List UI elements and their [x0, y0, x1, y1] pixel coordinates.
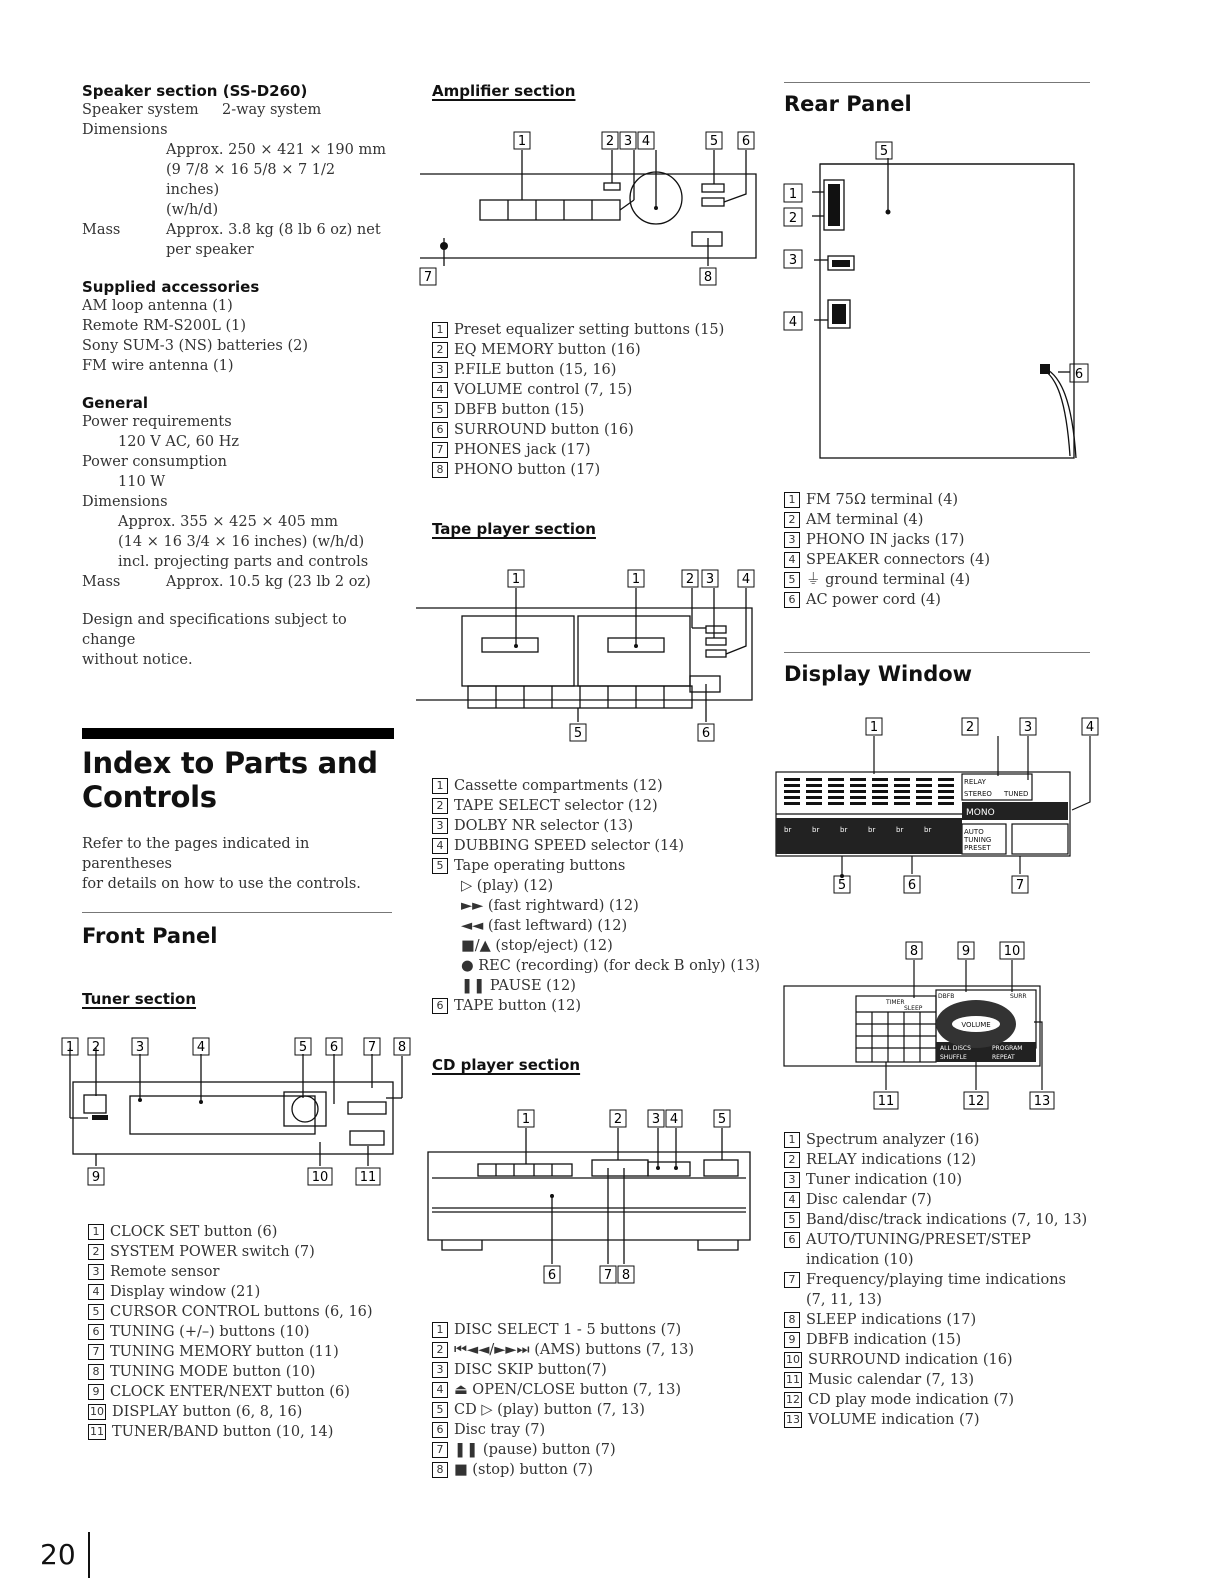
svg-text:br: br: [784, 826, 792, 834]
display-window-heading: Display Window: [784, 662, 973, 686]
amplifier-heading: Amplifier section: [432, 82, 576, 100]
svg-text:2: 2: [788, 211, 798, 226]
svg-text:TIMER: TIMER: [886, 999, 905, 1006]
svg-text:6: 6: [1074, 367, 1084, 382]
svg-text:3: 3: [705, 572, 715, 587]
cd-diagram: [422, 1106, 762, 1296]
tape-list: [432, 776, 782, 1016]
svg-text:5: 5: [837, 878, 847, 893]
list-item: 8 TUNING MODE button (10): [88, 1362, 398, 1382]
svg-text:10: 10: [1003, 944, 1021, 959]
svg-text:1: 1: [521, 1112, 531, 1127]
svg-text:REPEAT: REPEAT: [992, 1054, 1015, 1061]
specs-column: [82, 82, 392, 670]
svg-text:1: 1: [869, 720, 879, 735]
svg-text:2: 2: [965, 720, 975, 735]
svg-text:br: br: [924, 826, 932, 834]
svg-text:br: br: [896, 826, 904, 834]
cd-heading: CD player section: [432, 1056, 581, 1074]
display-window-list: [784, 1130, 1094, 1430]
rear-panel-list: [784, 490, 1094, 610]
tape-heading: Tape player section: [432, 520, 596, 538]
svg-text:TUNING: TUNING: [964, 836, 992, 844]
list-item: 6 TAPE button (12): [432, 996, 782, 1016]
list-subitem: ● REC (recording) (for deck B only) (13): [461, 958, 761, 974]
svg-text:6: 6: [741, 134, 751, 149]
list-item: 5 Band/disc/track indications (7, 10, 13): [784, 1210, 1094, 1230]
list-subitem: ■/▲ (stop/eject) (12): [461, 938, 613, 954]
svg-text:6: 6: [547, 1268, 557, 1283]
display-diagram-bottom: [780, 938, 1090, 1118]
general-specs: Power requirements 120 V AC, 60 Hz Power consumption 110 W Dimensions Approx. 355 × 425 × 405 mm (14 × 16 3/4 × 16 inches) (w/h/d) incl. projecting parts and controls Mass Approx. 10.5 kg (23 lb 2 oz): [82, 414, 371, 590]
list-item: 11 TUNER/BAND button (10, 14): [90, 1424, 334, 1440]
svg-text:4: 4: [1085, 720, 1095, 735]
list-item: 4 DUBBING SPEED selector (14): [432, 836, 782, 856]
svg-text:5: 5: [298, 1040, 308, 1055]
svg-text:7: 7: [423, 270, 433, 285]
list-subitem: ▷ (play) (12): [461, 878, 554, 894]
amplifier-list: [432, 320, 772, 480]
list-item: 6 AUTO/TUNING/PRESET/STEP: [784, 1230, 1094, 1250]
svg-text:2: 2: [605, 134, 615, 149]
svg-text:DBFB: DBFB: [938, 993, 955, 1000]
list-item: 8 PHONO button (17): [432, 460, 772, 480]
svg-text:8: 8: [909, 944, 919, 959]
svg-text:7: 7: [367, 1040, 377, 1055]
list-item: 2 SYSTEM POWER switch (7): [88, 1242, 398, 1262]
list-item: 3 DOLBY NR selector (13): [432, 816, 782, 836]
svg-text:4: 4: [669, 1112, 679, 1127]
list-item: 4 SPEAKER connectors (4): [784, 550, 1094, 570]
list-subitem: ►► (fast rightward) (12): [461, 898, 639, 914]
list-item: 9 CLOCK ENTER/NEXT button (6): [88, 1382, 398, 1402]
svg-text:4: 4: [788, 315, 798, 330]
accessories-list: AM loop antenna (1) Remote RM-S200L (1) Sony SUM-3 (NS) batteries (2) FM wire antenna (1): [82, 298, 308, 374]
page-number: 20: [40, 1538, 76, 1571]
amplifier-diagram: [416, 128, 768, 296]
list-subitem: ◄◄ (fast leftward) (12): [461, 918, 628, 934]
rear-panel-diagram: [780, 136, 1110, 466]
tuner-list: [88, 1222, 398, 1442]
svg-text:1: 1: [65, 1040, 75, 1055]
list-item: 3 PHONO IN jacks (17): [784, 530, 1094, 550]
svg-text:5: 5: [717, 1112, 727, 1127]
svg-text:6: 6: [329, 1040, 339, 1055]
list-item: 3 Remote sensor: [88, 1262, 398, 1282]
svg-text:1: 1: [517, 134, 527, 149]
list-item: 7 TUNING MEMORY button (11): [88, 1342, 398, 1362]
list-item: 4 Display window (21): [88, 1282, 398, 1302]
svg-text:1: 1: [511, 572, 521, 587]
list-item: 9 DBFB indication (15): [784, 1330, 1094, 1350]
svg-text:5: 5: [709, 134, 719, 149]
svg-text:11: 11: [359, 1170, 377, 1185]
divider: [784, 652, 1090, 653]
list-item: 1 DISC SELECT 1 - 5 buttons (7): [432, 1320, 772, 1340]
svg-text:SHUFFLE: SHUFFLE: [940, 1054, 967, 1061]
svg-text:4: 4: [741, 572, 751, 587]
list-item: 3 P.FILE button (15, 16): [432, 360, 772, 380]
list-item: 5 DBFB button (15): [432, 400, 772, 420]
svg-text:9: 9: [961, 944, 971, 959]
list-subitem: ❚❚ PAUSE (12): [461, 978, 576, 994]
svg-text:MONO: MONO: [966, 808, 995, 818]
list-item: 1 FM 75Ω terminal (4): [784, 490, 1094, 510]
svg-text:1: 1: [788, 187, 798, 202]
svg-text:3: 3: [135, 1040, 145, 1055]
speaker-heading: Speaker section (SS-D260): [82, 82, 308, 100]
index-title: Index to Parts and Controls: [82, 746, 378, 814]
list-item: 2 RELAY indications (12): [784, 1150, 1094, 1170]
list-item: 7 PHONES jack (17): [432, 440, 772, 460]
list-item: 4 ⏏ OPEN/CLOSE button (7, 13): [432, 1380, 772, 1400]
list-item: 3 DISC SKIP button(7): [432, 1360, 772, 1380]
list-item: 1 CLOCK SET button (6): [88, 1222, 398, 1242]
list-item: 2 TAPE SELECT selector (12): [432, 796, 782, 816]
svg-text:ALL DISCS: ALL DISCS: [940, 1045, 971, 1052]
list-item: 1 Cassette compartments (12): [432, 776, 782, 796]
list-item: 5 CURSOR CONTROL buttons (6, 16): [88, 1302, 398, 1322]
svg-text:1: 1: [631, 572, 641, 587]
list-item: 6 SURROUND button (16): [432, 420, 772, 440]
list-item: 6 AC power cord (4): [784, 590, 1094, 610]
display-diagram-top: [772, 714, 1108, 910]
svg-text:11: 11: [877, 1094, 895, 1109]
svg-text:PROGRAM: PROGRAM: [992, 1045, 1023, 1052]
svg-text:12: 12: [967, 1094, 985, 1109]
list-item: 10 SURROUND indication (16): [786, 1352, 1013, 1368]
list-item-cont: (7, 11, 13): [806, 1292, 882, 1308]
list-item: 3 Tuner indication (10): [784, 1170, 1094, 1190]
rear-panel-heading: Rear Panel: [784, 92, 912, 116]
svg-text:5: 5: [879, 144, 889, 159]
svg-text:3: 3: [651, 1112, 661, 1127]
svg-text:RELAY: RELAY: [964, 778, 986, 786]
svg-text:VOLUME: VOLUME: [961, 1021, 991, 1029]
list-item: 13 VOLUME indication (7): [786, 1412, 980, 1428]
svg-text:SLEEP: SLEEP: [904, 1005, 923, 1012]
divider: [784, 82, 1090, 83]
cd-list: [432, 1320, 772, 1480]
svg-text:TUNED: TUNED: [1004, 790, 1029, 798]
svg-text:br: br: [868, 826, 876, 834]
svg-text:4: 4: [641, 134, 651, 149]
divider: [82, 912, 392, 913]
svg-text:7: 7: [603, 1268, 613, 1283]
svg-text:8: 8: [703, 270, 713, 285]
list-item: 8 SLEEP indications (17): [784, 1310, 1094, 1330]
list-item: 1 Preset equalizer setting buttons (15): [432, 320, 772, 340]
svg-text:SURR: SURR: [1010, 993, 1027, 1000]
accessories-heading: Supplied accessories: [82, 278, 260, 296]
speaker-specs: Speaker system 2-way system Dimensions Approx. 250 × 421 × 190 mm (9 7/8 × 16 5/8 × 7 1/2 inches) (w/h/d) Mass Approx. 3.8 kg (8 lb 6 oz) net per speaker: [82, 102, 386, 258]
svg-text:13: 13: [1033, 1094, 1051, 1109]
svg-text:8: 8: [621, 1268, 631, 1283]
svg-text:7: 7: [1015, 878, 1025, 893]
title-bar: [82, 728, 394, 739]
svg-text:br: br: [812, 826, 820, 834]
list-item: 6 Disc tray (7): [432, 1420, 772, 1440]
list-item: 6 TUNING (+/–) buttons (10): [88, 1322, 398, 1342]
svg-text:6: 6: [701, 726, 711, 741]
svg-text:6: 6: [907, 878, 917, 893]
svg-text:2: 2: [685, 572, 695, 587]
list-item: 11 Music calendar (7, 13): [786, 1372, 974, 1388]
svg-text:8: 8: [397, 1040, 407, 1055]
list-item: 5 CD ▷ (play) button (7, 13): [432, 1400, 772, 1420]
svg-text:4: 4: [196, 1040, 206, 1055]
list-item: 10 DISPLAY button (6, 8, 16): [90, 1404, 303, 1420]
list-item: 4 VOLUME control (7, 15): [432, 380, 772, 400]
list-item: 8 ■ (stop) button (7): [432, 1460, 772, 1480]
svg-text:STEREO: STEREO: [964, 790, 992, 798]
list-item: 4 Disc calendar (7): [784, 1190, 1094, 1210]
list-item: 2 AM terminal (4): [784, 510, 1094, 530]
tuner-diagram: [58, 1036, 414, 1192]
svg-text:9: 9: [91, 1170, 101, 1185]
list-item: 2 ⏮◄◄/►►⏭ (AMS) buttons (7, 13): [432, 1340, 772, 1360]
page-number-rule: [88, 1532, 90, 1578]
svg-text:PRESET: PRESET: [964, 844, 991, 852]
svg-text:AUTO: AUTO: [964, 828, 984, 836]
list-item: 5 ⏚ ground terminal (4): [784, 570, 1094, 590]
svg-text:3: 3: [623, 134, 633, 149]
svg-text:2: 2: [91, 1040, 101, 1055]
svg-text:2: 2: [613, 1112, 623, 1127]
list-item: 1 Spectrum analyzer (16): [784, 1130, 1094, 1150]
tuner-section-heading: Tuner section: [82, 990, 197, 1008]
list-item: 7 Frequency/playing time indications: [784, 1270, 1094, 1290]
list-item-cont: indication (10): [806, 1252, 914, 1268]
svg-text:3: 3: [1023, 720, 1033, 735]
general-heading: General: [82, 394, 148, 412]
list-item: 12 CD play mode indication (7): [786, 1392, 1014, 1408]
tape-diagram: [416, 566, 768, 752]
svg-text:10: 10: [311, 1170, 329, 1185]
list-item: 5 Tape operating buttons: [432, 856, 782, 876]
list-item: 2 EQ MEMORY button (16): [432, 340, 772, 360]
svg-text:3: 3: [788, 253, 798, 268]
list-item: 7 ❚❚ (pause) button (7): [432, 1440, 772, 1460]
front-panel-heading: Front Panel: [82, 924, 218, 948]
svg-text:5: 5: [573, 726, 583, 741]
svg-text:br: br: [840, 826, 848, 834]
specs-notice: Design and specifications subject to change without notice.: [82, 612, 347, 668]
index-intro: Refer to the pages indicated in parentheses for details on how to use the controls.: [82, 836, 361, 892]
